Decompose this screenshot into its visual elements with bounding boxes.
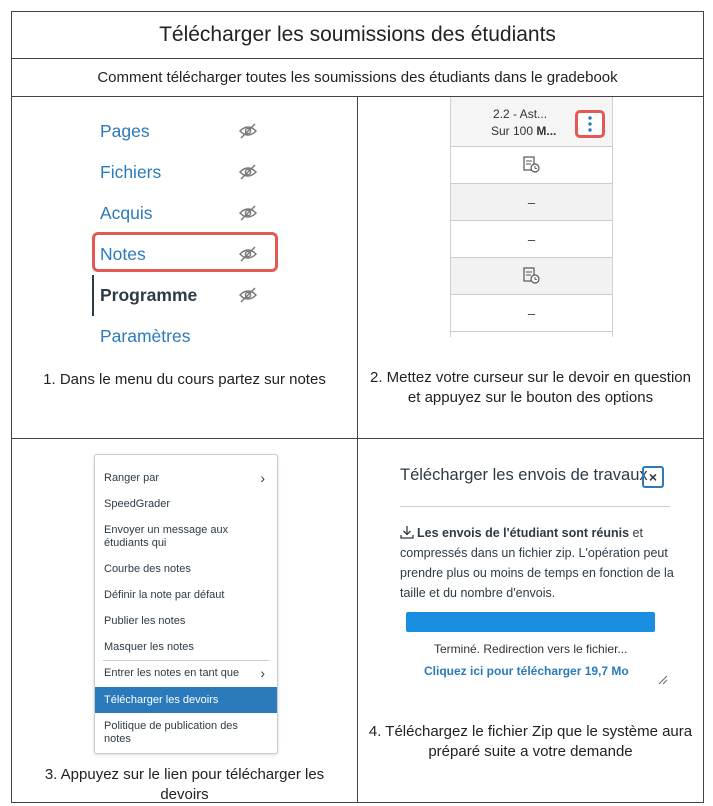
step2-caption: 2. Mettez votre curseur sur le devoir en question et appuyez sur le bouton des options xyxy=(370,369,691,406)
notes-highlight-box xyxy=(92,232,278,272)
gradebook-column xyxy=(450,97,613,337)
menu-item-label: Pages xyxy=(100,121,150,141)
options-button[interactable] xyxy=(575,110,605,138)
submission-pending-icon xyxy=(522,267,542,285)
submission-pending-icon xyxy=(522,156,542,174)
option-entrer-notes[interactable]: Entrer les notes en tant que › xyxy=(104,665,265,681)
menu-item-label: Paramètres xyxy=(100,326,191,346)
menu-item-acquis[interactable] xyxy=(92,193,282,234)
menu-item-fichiers[interactable] xyxy=(92,152,282,193)
instruction-table xyxy=(11,11,704,803)
document-title: Télécharger les soumissions des étudiants xyxy=(12,12,703,59)
option-speedgrader[interactable]: SpeedGrader xyxy=(104,498,171,510)
step3-cell xyxy=(12,439,358,802)
step3-caption: 3. Appuyez sur le lien pour télécharger les devoirs xyxy=(44,766,325,803)
download-link[interactable]: Cliquez ici pour télécharger 19,7 Mo xyxy=(424,664,629,678)
eye-slash-icon[interactable] xyxy=(238,163,258,181)
step1-cell xyxy=(12,97,358,439)
kebab-menu-icon xyxy=(578,113,602,135)
option-politique-publication[interactable]: Politique de publication des notes xyxy=(104,720,238,745)
chevron-right-icon: › xyxy=(260,470,265,486)
dialog-divider xyxy=(400,506,670,507)
status-text: Terminé. Redirection vers le fichier... xyxy=(434,642,628,656)
menu-item-parametres[interactable] xyxy=(92,316,282,357)
step1-caption: 1. Dans le menu du cours partez sur notes xyxy=(43,371,326,388)
menu-item-pages[interactable] xyxy=(92,111,282,152)
eye-slash-icon[interactable] xyxy=(238,122,258,140)
grade-cell[interactable]: – xyxy=(451,184,612,221)
menu-item-label: Notes xyxy=(100,244,146,264)
dialog-message: Les envois de l'étudiant sont réunis et compressés dans un fichier zip. L'opération peut prendre plus ou moins de temps en fonction de la taille et du nombre d'envois. xyxy=(400,526,674,600)
menu-divider xyxy=(103,660,269,661)
assignment-title: 2.2 - Ast... xyxy=(493,107,548,121)
option-envoyer-message[interactable]: Envoyer un message aux étudiants qui xyxy=(104,524,229,549)
menu-item-label: Acquis xyxy=(100,203,153,223)
option-telecharger-devoirs[interactable]: Télécharger les devoirs xyxy=(95,687,277,713)
option-publier-notes[interactable]: Publier les notes xyxy=(104,615,186,627)
option-courbe-notes[interactable]: Courbe des notes xyxy=(104,563,191,575)
close-button[interactable]: × xyxy=(642,466,664,488)
eye-slash-icon[interactable] xyxy=(238,286,258,304)
menu-item-label: Fichiers xyxy=(100,162,162,182)
dialog-title: Télécharger les envois de travaux xyxy=(400,466,648,484)
option-definir-note[interactable]: Définir la note par défaut xyxy=(104,589,225,601)
resize-handle-icon[interactable] xyxy=(658,675,668,685)
grade-cell[interactable] xyxy=(451,258,612,295)
step4-caption: 4. Téléchargez le fichier Zip que le système aura préparé suite a votre demande xyxy=(368,723,693,760)
step2-cell xyxy=(358,97,703,439)
step4-cell xyxy=(358,439,703,802)
eye-slash-icon[interactable] xyxy=(238,204,258,222)
grade-cell[interactable] xyxy=(451,147,612,184)
assignment-options-menu xyxy=(94,454,278,754)
menu-item-label: Programme xyxy=(100,285,198,305)
option-ranger-par[interactable]: Ranger par › xyxy=(104,470,265,486)
grade-cell[interactable]: – xyxy=(451,295,612,332)
chevron-right-icon: › xyxy=(260,665,265,681)
document-subtitle: Comment télécharger toutes les soumissions des étudiants dans le gradebook xyxy=(12,59,703,97)
grade-cell[interactable]: – xyxy=(451,221,612,258)
download-icon xyxy=(400,525,414,539)
progress-bar xyxy=(406,612,655,632)
assignment-points: Sur 100 M... xyxy=(491,124,557,138)
option-masquer-notes[interactable]: Masquer les notes xyxy=(104,641,194,653)
menu-item-programme[interactable] xyxy=(92,275,282,316)
gradebook-column-header[interactable] xyxy=(451,97,612,147)
